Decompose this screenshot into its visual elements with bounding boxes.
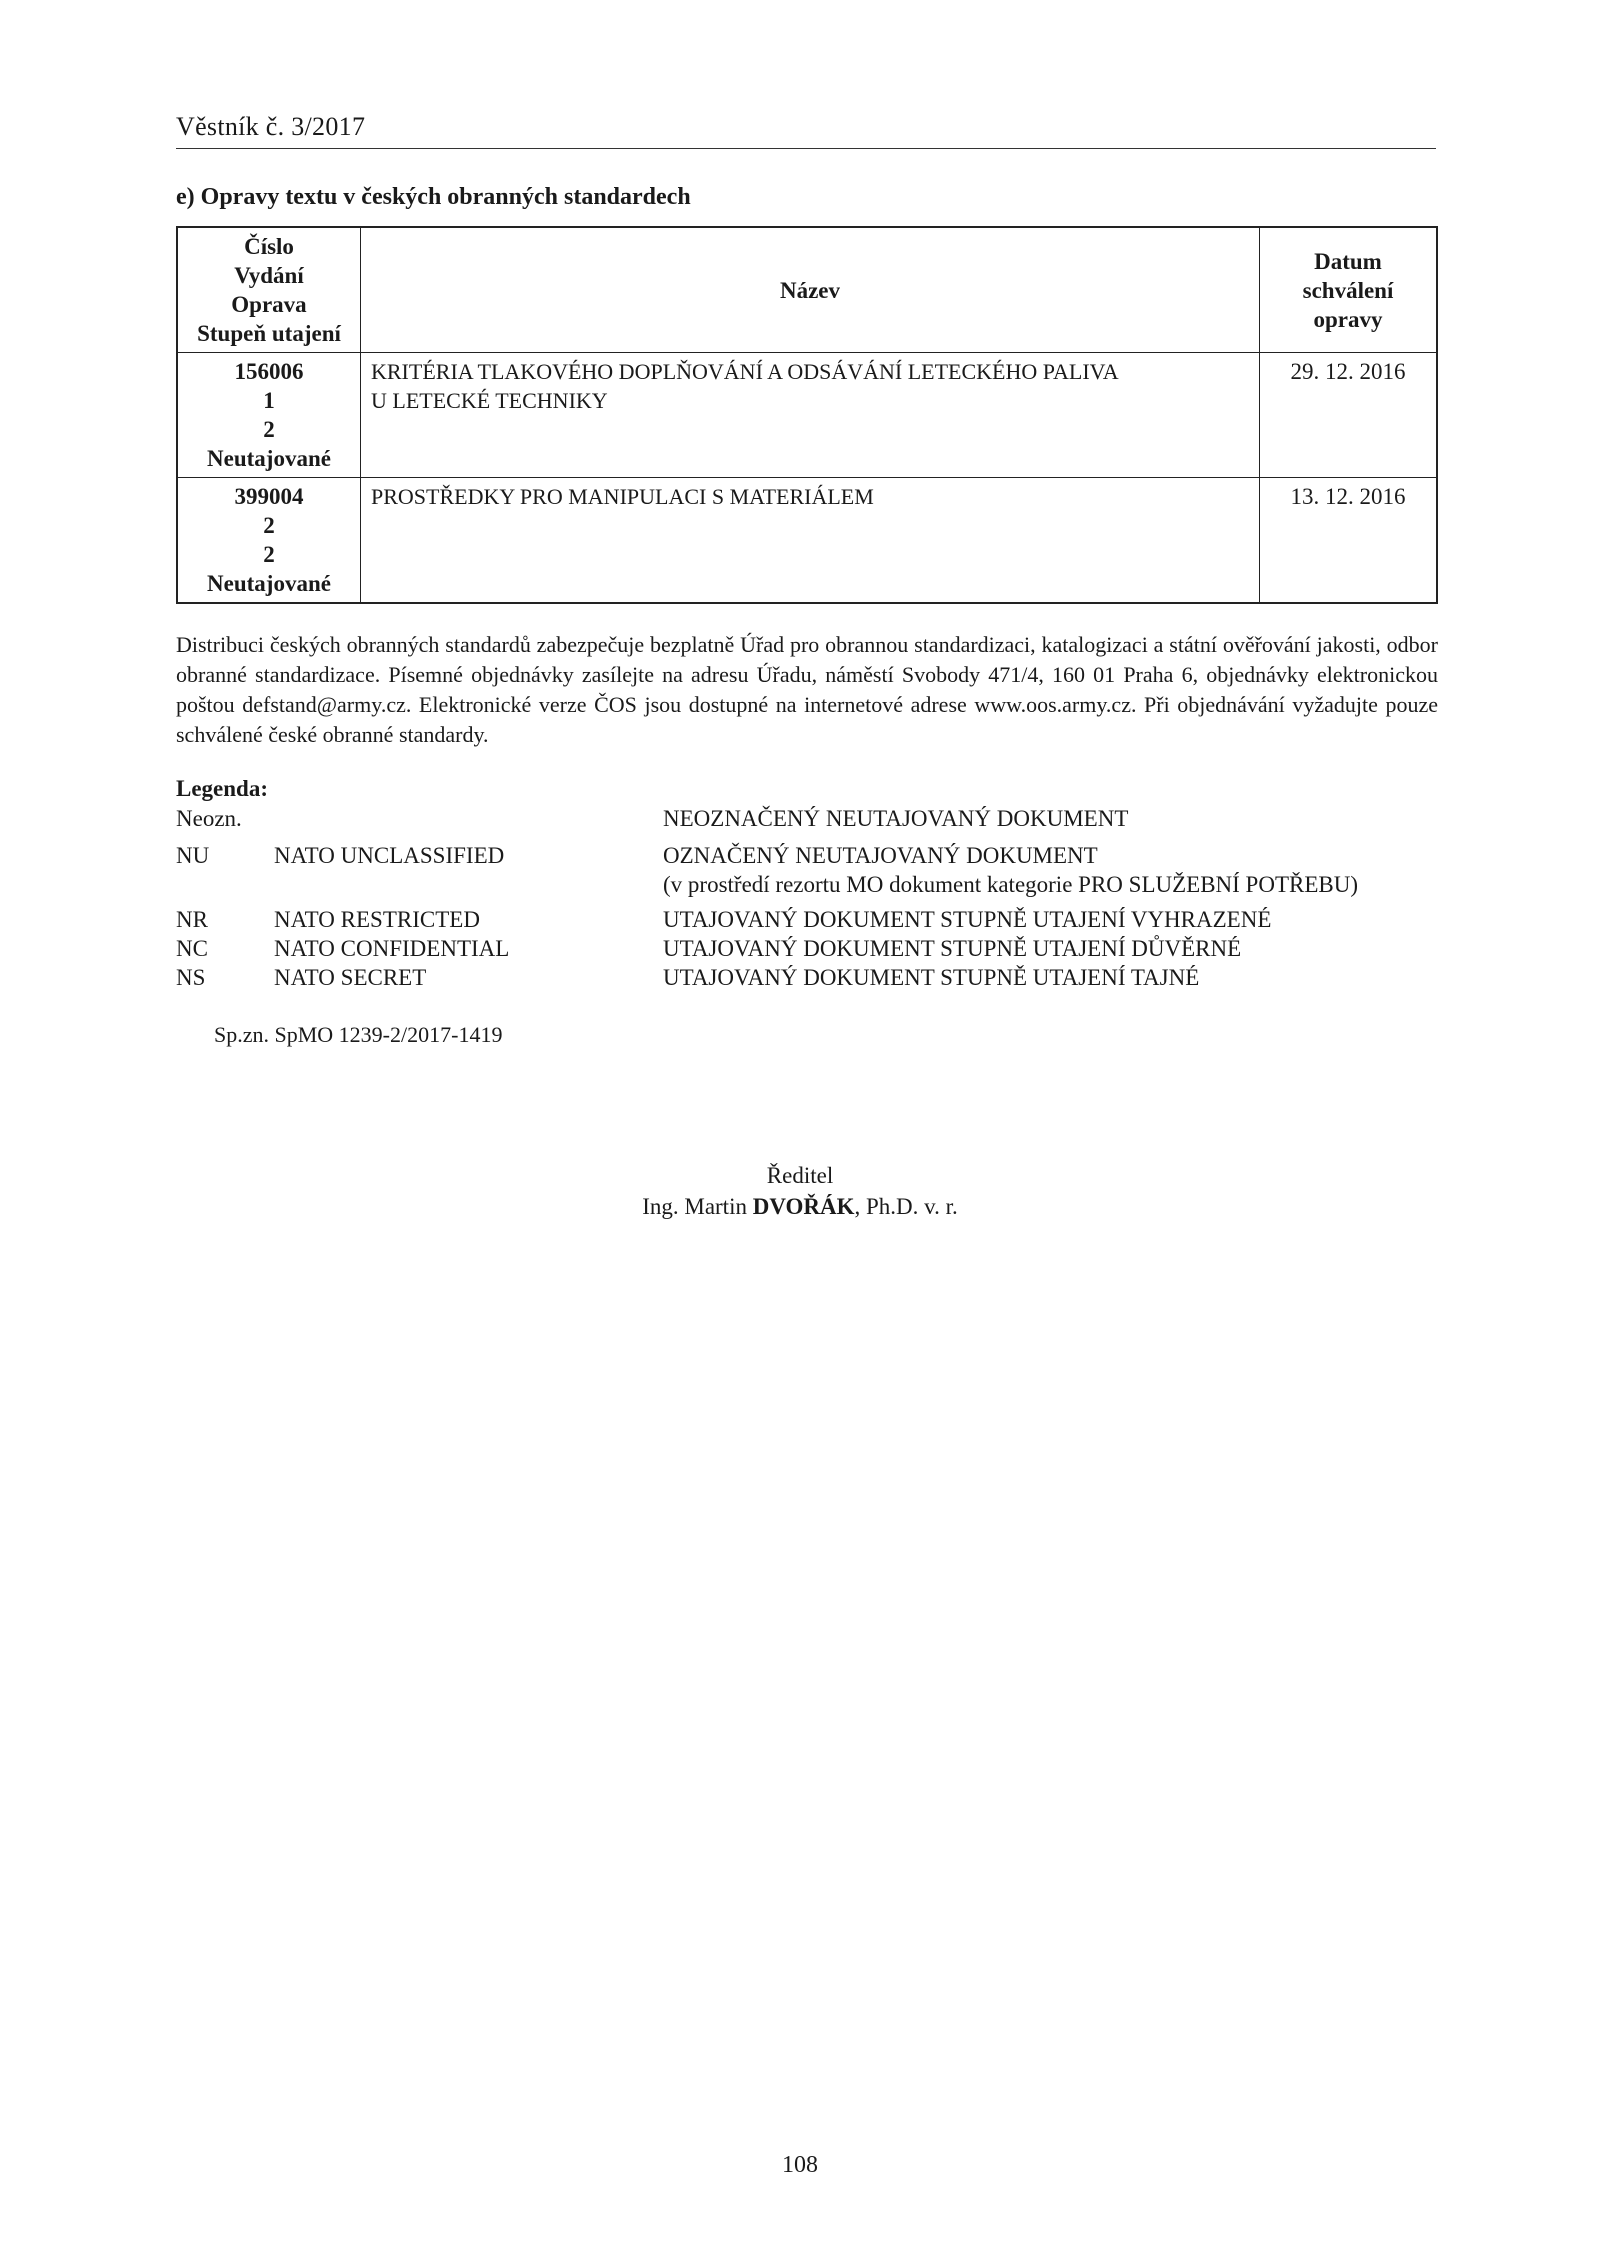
header-id-line: Stupeň utajení bbox=[197, 321, 341, 346]
legend-description: UTAJOVANÝ DOKUMENT STUPNĚ UTAJENÍ TAJNÉ bbox=[663, 965, 1200, 990]
standard-number: 156006 bbox=[234, 359, 304, 384]
standards-table bbox=[176, 226, 1438, 604]
header-id-line: Vydání bbox=[234, 263, 304, 288]
journal-title: Věstník č. 3/2017 bbox=[176, 112, 366, 141]
header-name-cell: Název bbox=[361, 227, 1260, 353]
signatory-role: Ředitel bbox=[766, 1163, 834, 1188]
file-reference: Sp.zn. SpMO 1239-2/2017-1419 bbox=[214, 1022, 503, 1047]
signatory-name-suffix: , Ph.D. v. r. bbox=[854, 1194, 958, 1219]
signatory-surname: DVOŘÁK bbox=[752, 1194, 855, 1219]
header-date-cell bbox=[1260, 227, 1438, 353]
legend-description: OZNAČENÝ NEUTAJOVANÝ DOKUMENT bbox=[663, 843, 1098, 868]
legend-code: NC bbox=[176, 936, 208, 961]
signatory-name-prefix: Ing. Martin bbox=[642, 1194, 753, 1219]
section-title: e) Opravy textu v českých obranných standardech bbox=[176, 184, 691, 210]
header-date-line: opravy bbox=[1313, 306, 1383, 332]
signatory-name bbox=[0, 1194, 1600, 1220]
page-header bbox=[176, 112, 1436, 149]
header-id-cell bbox=[177, 227, 361, 353]
standard-number: 399004 bbox=[234, 484, 304, 509]
distribution-paragraph: Distribuci českých obranných standardů zabezpečuje bezplatně Úřad pro obrannou standardizaci, katalogizaci a státní ověřování jakosti, odbor obranné standardizace. Písemné objednávky zasílejte na adresu Úřadu, náměstí Svobody 471/4, 160 01 Praha 6, objednávky elektronickou poštou defstand@army.cz. Elektronické verze ČOS jsou dostupné na internetové adrese www.oos.army.cz. Při objednávání vyžadujte pouze schválené české obranné standardy. bbox=[176, 632, 1438, 747]
approval-date: 13. 12. 2016 bbox=[1260, 478, 1438, 604]
legend-title: Legenda: bbox=[176, 776, 268, 801]
legend-nato-marking: NATO SECRET bbox=[274, 965, 427, 990]
row-id-cell bbox=[177, 478, 361, 604]
header-id-line: Oprava bbox=[231, 292, 307, 317]
correction-number: 2 bbox=[263, 542, 275, 567]
page-number: 108 bbox=[782, 2152, 818, 2178]
standard-name-line: PROSTŘEDKY PRO MANIPULACI S MATERIÁLEM bbox=[371, 484, 874, 509]
header-date-line: Datum bbox=[1314, 248, 1382, 274]
row-name-cell bbox=[361, 478, 1260, 604]
standard-name-line: U LETECKÉ TECHNIKY bbox=[371, 388, 608, 413]
approval-date: 29. 12. 2016 bbox=[1260, 353, 1438, 478]
row-name-cell bbox=[361, 353, 1260, 478]
legend-code: NU bbox=[176, 843, 210, 868]
classification-level: Neutajované bbox=[207, 446, 331, 471]
legend-description: NEOZNAČENÝ NEUTAJOVANÝ DOKUMENT bbox=[663, 806, 1129, 831]
header-id-line: Číslo bbox=[244, 234, 294, 259]
header-date-line: schválení bbox=[1302, 277, 1394, 303]
legend-description: UTAJOVANÝ DOKUMENT STUPNĚ UTAJENÍ VYHRAZENÉ bbox=[663, 907, 1272, 932]
legend-description: UTAJOVANÝ DOKUMENT STUPNĚ UTAJENÍ DŮVĚRNÉ bbox=[663, 936, 1242, 961]
correction-number: 2 bbox=[263, 417, 275, 442]
classification-level: Neutajované bbox=[207, 571, 331, 596]
legend-code: NS bbox=[176, 965, 206, 990]
legend-nato-marking: NATO UNCLASSIFIED bbox=[274, 843, 505, 868]
table-row bbox=[177, 478, 1437, 604]
legend-nato-marking: NATO RESTRICTED bbox=[274, 907, 480, 932]
table-header-row bbox=[177, 227, 1437, 353]
legend-nato-marking: NATO CONFIDENTIAL bbox=[274, 936, 510, 961]
edition-number: 1 bbox=[263, 388, 275, 413]
legend-code: Neozn. bbox=[176, 806, 242, 831]
legend-description: (v prostředí rezortu MO dokument kategorie PRO SLUŽEBNÍ POTŘEBU) bbox=[663, 872, 1359, 897]
edition-number: 2 bbox=[263, 513, 275, 538]
row-id-cell bbox=[177, 353, 361, 478]
standard-name-line: KRITÉRIA TLAKOVÉHO DOPLŇOVÁNÍ A ODSÁVÁNÍ LETECKÉHO PALIVA bbox=[371, 359, 1119, 384]
legend-code: NR bbox=[176, 907, 208, 932]
table-row bbox=[177, 353, 1437, 478]
